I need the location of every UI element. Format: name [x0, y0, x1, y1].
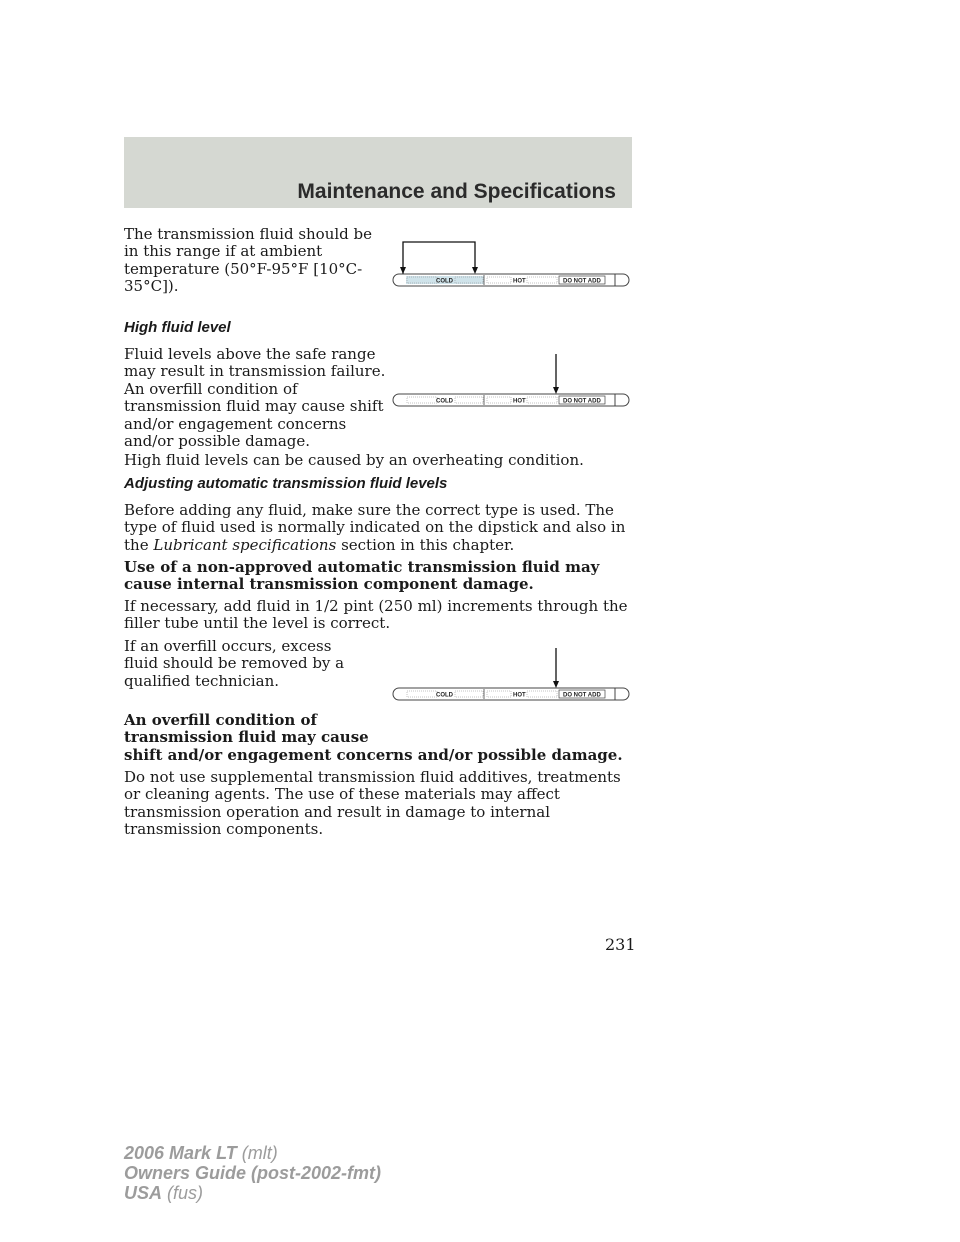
high-fluid-paragraph: Fluid levels above the safe range may result in transmission failure. An overfill condition of transmission fluid may cause shift and/or engagement concerns and/or possible damage.	[124, 345, 386, 451]
adjusting-paragraph-3: If an overfill occurs, excess fluid should be removed by a qualified technician.	[124, 637, 345, 690]
warning-overfill-line-3: shift and/or engagement concerns and/or possible damage.	[124, 745, 623, 764]
dipstick-do-not-add-label: DO NOT ADD	[563, 398, 601, 405]
dipstick-hot-label: HOT	[513, 692, 526, 699]
adjusting-paragraph-4: Do not use supplemental transmission fluid additives, treatments or cleaning agents. The use of these materials may affect transmission operation and result in damage to internal transmission components.	[124, 768, 621, 839]
adjusting-paragraph-2: If necessary, add fluid in 1/2 pint (250 ml) increments through the filler tube until the level is correct.	[124, 597, 628, 633]
intro-paragraph: The transmission fluid should be in this range if at ambient temperature (50°F-95°F [10°C-35°C]).	[124, 225, 373, 296]
adjusting-paragraph-1-start: Before adding any fluid, make sure the correct type is used. The type of fluid used is normally indicated on the dipstick and also in the	[124, 501, 626, 554]
dipstick-do-not-add-label: DO NOT ADD	[563, 692, 601, 699]
high-fluid-cause: High fluid levels can be caused by an overheating condition.	[124, 451, 584, 469]
section-header	[124, 137, 632, 208]
dipstick-cold-label: COLD	[436, 398, 453, 405]
adjusting-paragraph-1-end: section in this chapter.	[341, 535, 515, 554]
page-number: 231	[605, 935, 636, 954]
dipstick-diagram-normal	[393, 236, 633, 290]
dipstick-hot-label: HOT	[513, 398, 526, 405]
footer	[124, 1143, 381, 1203]
warning-overfill-line-2: transmission fluid may cause	[124, 728, 369, 747]
warning-non-approved-fluid: Use of a non-approved automatic transmission fluid may cause internal transmission component damage.	[124, 558, 600, 594]
footer-market-code: (fus)	[167, 1183, 204, 1203]
lubricant-specifications-reference: Lubricant specifications	[153, 535, 337, 554]
footer-model: 2006 Mark LT	[124, 1143, 237, 1163]
adjusting-paragraph-1	[124, 502, 634, 554]
section-title: Maintenance and Specifications	[297, 180, 616, 203]
dipstick-cold-label: COLD	[436, 692, 453, 699]
dipstick-cold-label: COLD	[436, 278, 453, 285]
footer-line-2: Owners Guide (post-2002-fmt)	[124, 1163, 382, 1183]
footer-line-1	[124, 1143, 381, 1163]
warning-overfill-line-1: An overfill condition of	[124, 711, 317, 729]
adjusting-heading: Adjusting automatic transmission fluid levels	[124, 475, 448, 492]
footer-market: USA	[124, 1183, 163, 1203]
dipstick-hot-label: HOT	[513, 278, 526, 285]
footer-model-code: (mlt)	[241, 1143, 278, 1163]
dipstick-diagram-overfill	[393, 646, 633, 704]
dipstick-do-not-add-label: DO NOT ADD	[563, 278, 601, 285]
dipstick-diagram-high	[393, 352, 633, 410]
footer-line-3	[124, 1183, 381, 1203]
high-fluid-heading: High fluid level	[124, 319, 231, 336]
